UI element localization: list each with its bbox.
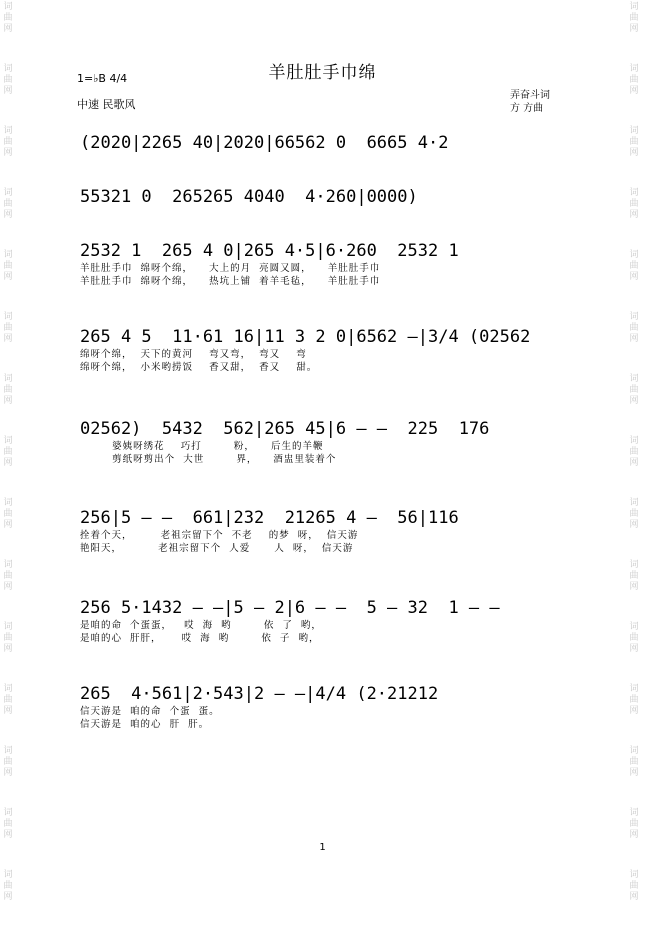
watermark-group: 词 曲 网 xyxy=(3,870,13,902)
score-row xyxy=(80,683,570,731)
watermark-group: 词 曲 网 xyxy=(629,2,639,34)
watermark-group: 词 曲 网 xyxy=(3,622,13,654)
jianpu-notes: 02562) 5432 562|265 45|6 — — 225 176 xyxy=(80,419,490,439)
lyric-line: 绵呀个绵， 小米哟捞饭 香又甜， 香又 甜。 xyxy=(80,362,318,373)
watermark-group: 词 曲 网 xyxy=(3,250,13,282)
watermark-group: 词 曲 网 xyxy=(3,126,13,158)
lyric-line: 羊肚肚手巾 绵呀个绵， 大上的月 亮圆又圆， 羊肚肚手巾 xyxy=(80,263,381,274)
jianpu-notes: 2532 1 265 4 0|265 4·5|6·260 2532 1 xyxy=(80,241,459,261)
watermark-group: 词 曲 网 xyxy=(629,374,639,406)
jianpu-notes: 256 5·1432 — —|5 — 2|6 — — 5 — 32 1 — — xyxy=(80,598,500,618)
lyric-line: 是咱的命 个蛋蛋， 哎 海 哟 依 了 哟， xyxy=(80,620,322,631)
score-row xyxy=(80,507,570,555)
watermark-group: 词 曲 网 xyxy=(629,808,639,840)
watermark-group: 词 曲 网 xyxy=(629,498,639,530)
tempo-style: 中速 民歌风 xyxy=(77,98,136,111)
lyric-line: 信天游是 咱的心 肝 肝。 xyxy=(80,719,210,730)
watermark-group: 词 曲 网 xyxy=(3,312,13,344)
watermark-group: 词 曲 网 xyxy=(3,498,13,530)
watermark-group: 词 曲 网 xyxy=(629,64,639,96)
score-row xyxy=(80,240,570,288)
lyricist-credit: 弄奋斗词 xyxy=(510,90,550,101)
watermark-group: 词 曲 网 xyxy=(629,312,639,344)
watermark-group: 词 曲 网 xyxy=(629,188,639,220)
key-signature: 1=♭B 4/4 xyxy=(77,72,128,85)
watermark-group: 词 曲 网 xyxy=(629,870,639,902)
watermark-group: 词 曲 网 xyxy=(629,560,639,592)
jianpu-notes: 265 4·561|2·543|2 — —|4/4 (2·21212 xyxy=(80,684,439,704)
jianpu-notes: 256|5 — — 661|232 21265 4 — 56|116 xyxy=(80,508,459,528)
jianpu-notes: 55321 0 265265 4040 4·260|0000) xyxy=(80,187,418,207)
lyric-line: 婆姨呀绣花 巧打 粉， 后生的羊鞭 xyxy=(80,441,324,452)
score-row xyxy=(80,418,570,466)
lyric-line: 艳阳天， 老祖宗留下个 人爱 人 呀， 信天游 xyxy=(80,543,354,554)
watermark-group: 词 曲 网 xyxy=(629,622,639,654)
jianpu-notes: 265 4 5 11·61 16|11 3 2 0|6562 —|3/4 (02562 xyxy=(80,327,531,347)
watermark-group: 词 曲 网 xyxy=(3,560,13,592)
lyric-line: 羊肚肚手巾 绵呀个绵， 热坑上铺 着羊毛毡， 羊肚肚手巾 xyxy=(80,276,381,287)
score-row xyxy=(80,186,570,208)
score-row xyxy=(80,132,570,154)
watermark-group: 词 曲 网 xyxy=(629,746,639,778)
lyric-line: 绵呀个绵， 天下的黄河 弯又弯， 弯又 弯 xyxy=(80,349,307,360)
watermark-group: 词 曲 网 xyxy=(3,684,13,716)
watermark-group: 词 曲 网 xyxy=(3,436,13,468)
lyric-line: 是咱的心 肝肝， 哎 海 哟 依 子 哟， xyxy=(80,633,320,644)
watermark-group: 词 曲 网 xyxy=(3,2,13,34)
right-watermark-strip xyxy=(627,0,641,902)
watermark-group: 词 曲 网 xyxy=(3,374,13,406)
watermark-group: 词 曲 网 xyxy=(629,250,639,282)
left-watermark-strip xyxy=(1,0,15,902)
lyric-line: 拴着个天， 老祖宗留下个 不老 的梦 呀， 信天游 xyxy=(80,530,359,541)
score-row xyxy=(80,597,570,645)
watermark-group: 词 曲 网 xyxy=(3,746,13,778)
score-row xyxy=(80,326,570,374)
watermark-group: 词 曲 网 xyxy=(3,64,13,96)
lyric-line: 剪纸呀剪出个 大世 界， 酒盅里装着个 xyxy=(80,454,337,465)
watermark-group: 词 曲 网 xyxy=(629,126,639,158)
watermark-group: 词 曲 网 xyxy=(3,808,13,840)
lyric-line: 信天游是 咱的命 个蛋 蛋。 xyxy=(80,706,220,717)
jianpu-notes: (2020|2265 40|2020|66562 0 6665 4·2 xyxy=(80,133,449,153)
watermark-group: 词 曲 网 xyxy=(3,188,13,220)
watermark-group: 词 曲 网 xyxy=(629,436,639,468)
song-title: 羊肚肚手巾绵 xyxy=(268,63,377,83)
page-number: 1 xyxy=(319,842,326,853)
watermark-group: 词 曲 网 xyxy=(629,684,639,716)
composer-credit: 方 方曲 xyxy=(510,103,544,114)
